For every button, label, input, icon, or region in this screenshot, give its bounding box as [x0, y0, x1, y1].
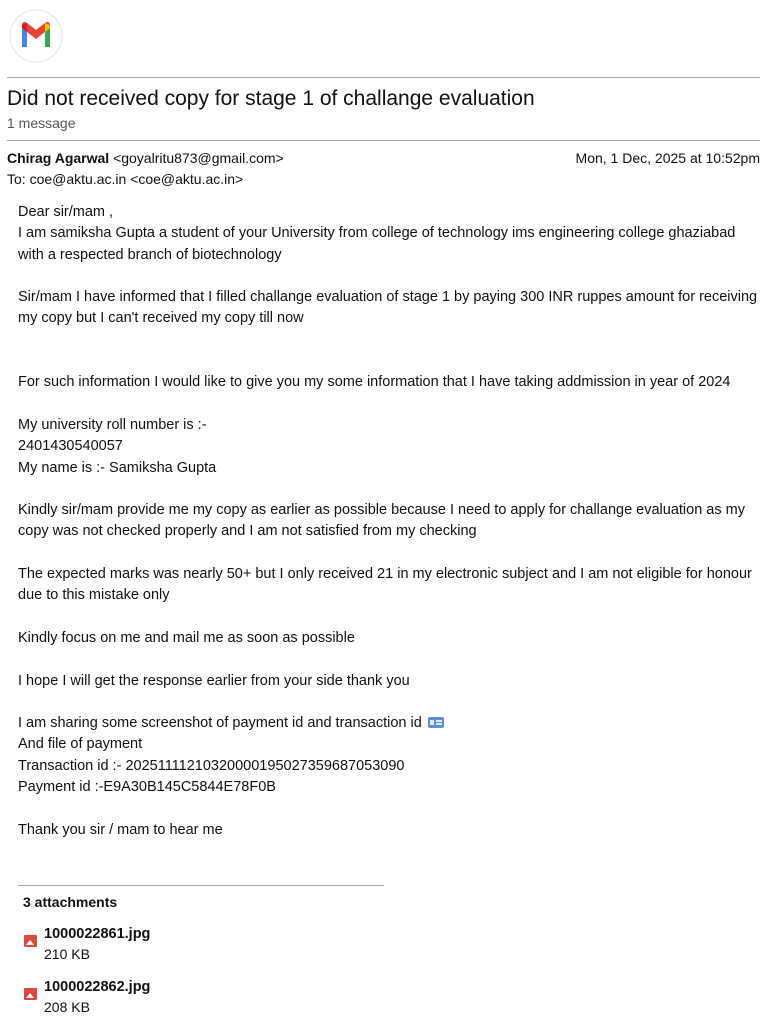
sender-email: <goyalritu873@gmail.com> [113, 150, 284, 166]
sender-line [7, 149, 284, 168]
body-greeting: Dear sir/mam , [18, 204, 114, 220]
body-paragraph: Kindly sir/mam provide me my copy as earlier as possible because I need to apply for challange evaluation as my copy was not checked properly and I am not satisfied from my checking [18, 502, 745, 540]
sharing-line [18, 713, 758, 734]
sender-name: Chirag Agarwal [7, 150, 110, 166]
body-intro: I am samiksha Gupta a student of your University from college of technology ims engineering college ghaziabad with a respected branch of biotechnology [18, 225, 736, 263]
attachments-title: 3 attachments [23, 894, 118, 910]
attachment-name[interactable]: 1000022862.jpg [44, 979, 151, 995]
body-paragraph: Kindly focus on me and mail me as soon as possible [18, 629, 355, 646]
message-body [18, 202, 758, 841]
header-divider [7, 77, 760, 78]
roll-label: My university roll number is :- [18, 416, 207, 433]
body-paragraph: I hope I will get the response earlier from your side thank you [18, 672, 410, 689]
gmail-logo-icon [9, 9, 63, 63]
sharing-text: I am sharing some screenshot of payment id and transaction id [18, 715, 422, 732]
image-file-icon [24, 935, 37, 947]
id-card-icon [428, 717, 444, 728]
attachments-divider [18, 885, 384, 886]
name-line: My name is :- Samiksha Gupta [18, 459, 217, 476]
attachment-size: 210 KB [44, 946, 90, 962]
payment-id: Payment id :-E9A30B145C5844E78F0B [18, 779, 276, 796]
transaction-id: Transaction id :- 20251111210320000195027359687053090 [18, 757, 405, 774]
roll-number: 2401430540057 [18, 438, 123, 455]
body-paragraph: For such information I would like to give you my some information that I have taking addmission in year of 2024 [18, 374, 731, 391]
attachment-size: 208 KB [44, 999, 90, 1015]
file-line: And file of payment [18, 736, 143, 753]
message-count: 1 message [7, 115, 76, 131]
image-file-icon [24, 988, 37, 1000]
recipient-line: To: coe@aktu.ac.in <coe@aktu.ac.in> [7, 171, 244, 187]
body-paragraph: The expected marks was nearly 50+ but I only received 21 in my electronic subject and I am not eligible for honour due to this mistake only [18, 566, 752, 604]
email-subject: Did not received copy for stage 1 of challange evaluation [7, 87, 535, 110]
message-date: Mon, 1 Dec, 2025 at 10:52pm [575, 150, 760, 166]
body-paragraph: Sir/mam I have informed that I filled challange evaluation of stage 1 by paying 300 INR ruppes amount for receiving my copy but I can't received my copy till now [18, 289, 758, 327]
subject-divider [7, 140, 760, 141]
closing-line: Thank you sir / mam to hear me [18, 821, 223, 838]
attachment-name[interactable]: 1000022861.jpg [44, 926, 151, 942]
